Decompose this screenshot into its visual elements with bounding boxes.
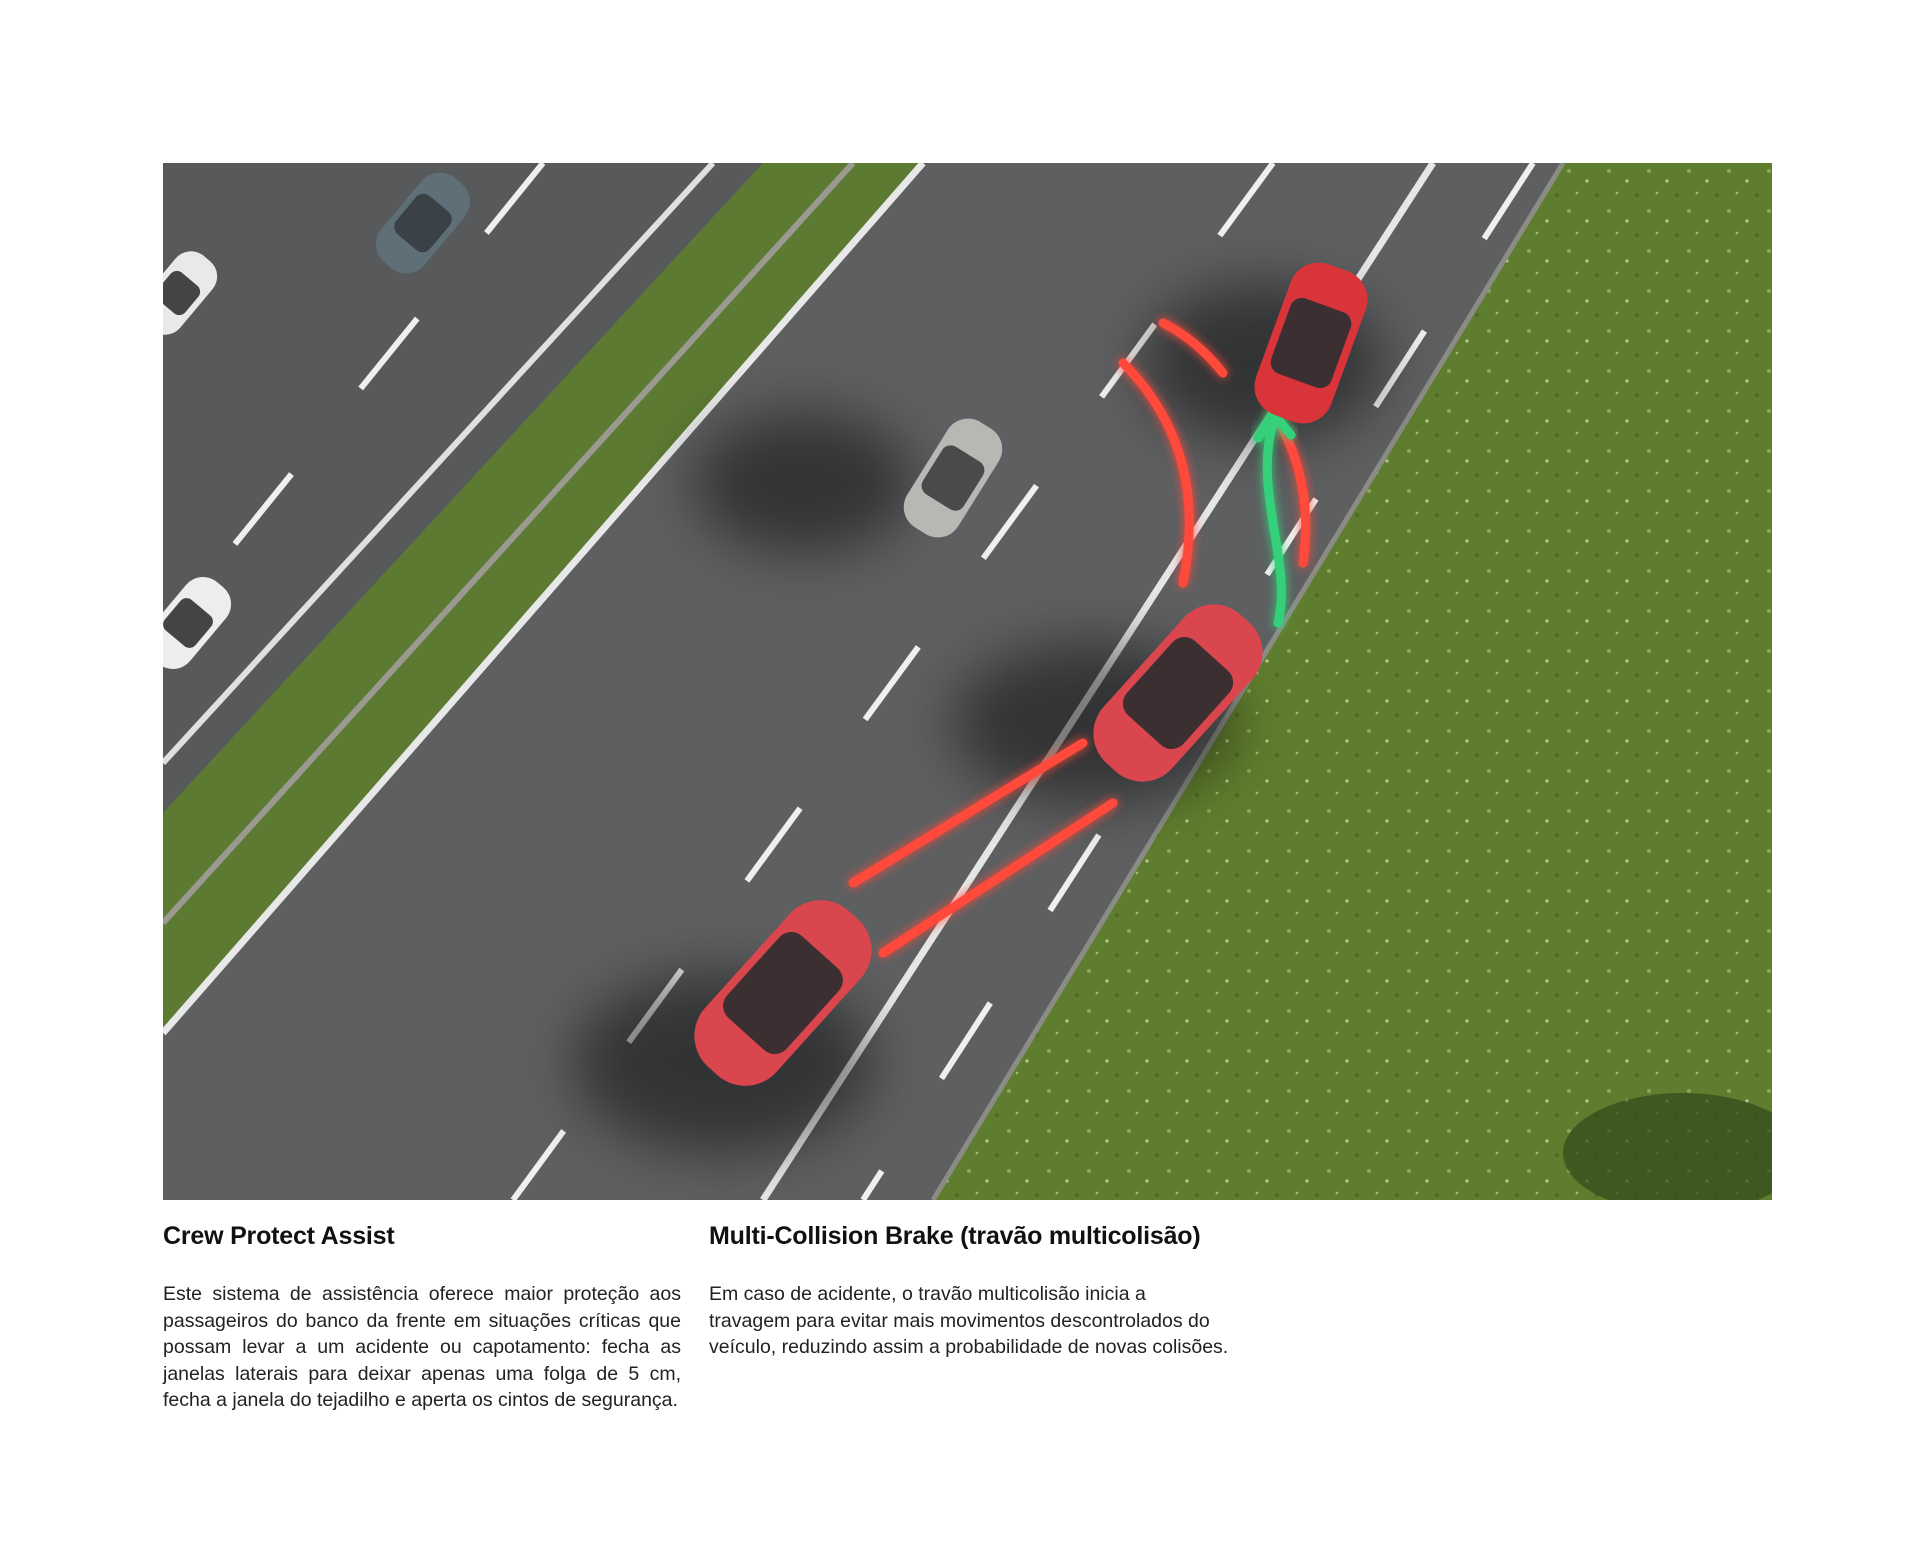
section-multi-collision-brake	[709, 1222, 1229, 1361]
section-body: Este sistema de assistência oferece maior proteção aos passageiros do banco da frente em situações críticas que possam levar a um acidente ou capotamento: fecha as janelas laterais para deixar apenas uma folga de 5 cm, fecha a janela do tejadilho e aperta os cintos de segurança.	[163, 1283, 681, 1411]
hero-image	[163, 163, 1772, 1200]
section-title: Multi-Collision Brake (travão multicolisão)	[709, 1222, 1201, 1250]
section-crew-protect-assist	[163, 1222, 681, 1414]
section-title: Crew Protect Assist	[163, 1222, 395, 1250]
section-body: Em caso de acidente, o travão multicolisão inicia a travagem para evitar mais movimentos descontrolados do veículo, reduzindo assim a probabilidade de novas colisões.	[709, 1283, 1229, 1358]
